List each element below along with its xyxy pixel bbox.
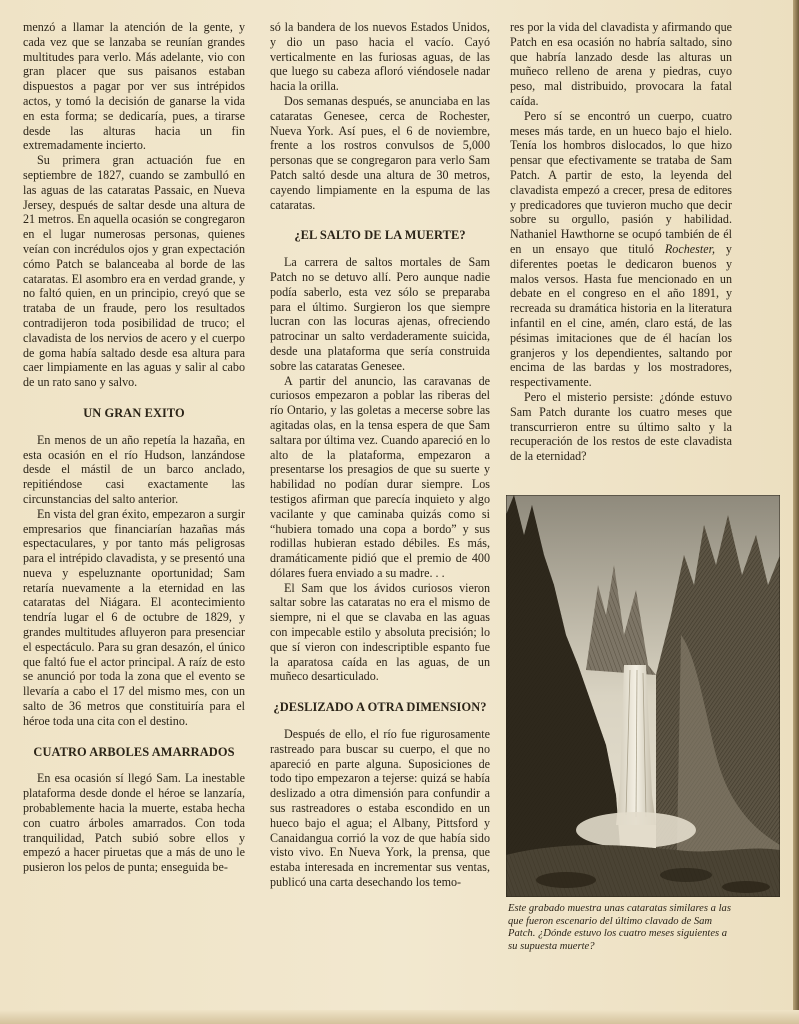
section-heading: ¿EL SALTO DE LA MUERTE?: [294, 228, 466, 243]
paragraph-text: Pero sí se encontró un cuerpo, cuatro meses más tarde, en un hueco bajo el hielo. Tenía los hombros dislocados, lo que hizo pensar que efectivamente se trataba de Sam Patch. A partir de esto, la leyenda del clavadista empezó a crecer, presa de editores y predicadores que tuvieron mucho que decir sobre su orgullo, pasión y habilidad. Nathaniel Hawthorne se ocupó también de él en un ensayo que tituló: [510, 108, 732, 256]
page-edge-bottom: [0, 1010, 799, 1024]
paragraph: res por la vida del clavadista y afirmando que Patch en esa ocasión no habría saltado, sino que habría lanzado desde las alturas un muñeco relleno de arena y piedras, cuyo peso, mal distribuido, provocara la fatal caída.: [510, 20, 732, 108]
paragraph: Dos semanas después, se anunciaba en las cataratas Genesee, cerca de Rochester, Nueva York. Así pues, el 6 de noviembre, frente a los rostros convulsos de 5,000 personas que se congregaron para verlo Sam Patch saltó desde una altura de 30 metros, cayendo limpiamente en la espuma de las cataratas.: [270, 93, 490, 212]
paragraph: A partir del anuncio, las caravanas de curiosos empezaron a poblar las riberas del río Ontario, y las goletas a mecerse sobre las agitadas olas, en la tensa espera de que Sam saltara por última vez. Cuando apareció en lo alto de la plataforma, empezaron a presentarse los presagios de que su suerte y habilidad no podían durar siempre. Los testigos afirman que parecía inquieto y algo vacilante y que caminaba quizás como si “hubiera tomado una copa a bordo” y sus rodillas hubieran estado débiles. Es más, dramáticamente pidió que el premio de 400 dólares fuera enviado a su madre. . .: [270, 373, 490, 580]
waterfall-engraving: [506, 495, 780, 897]
text-column-1: [23, 20, 245, 875]
paragraph: Su primera gran actuación fue en septiembre de 1827, cuando se zambulló en las aguas de las cataratas Passaic, en Nueva Jersey, después de saltar desde una altura de 21 metros. En aquella ocasión se congregaron en el lugar numerosas personas, quienes veían con incrédulos ojos y gran expectación cómo Patch se balanceaba al borde de las cataratas. El asombro era en verdad grande, y no faltó quien, en un principio, creyó que se trataba de un fraude, pero los resultados contradijeron toda posibilidad de truco; el clavadista de los nervios de acero y el cuerpo de goma había saltado desde esa altura para caer limpiamente en las aguas y salir al cabo de un rato sano y salvo.: [23, 153, 245, 390]
paragraph: La carrera de saltos mortales de Sam Patch no se detuvo allí. Pero aunque nadie podía saberlo, esta vez sólo se preparaba para el último. Surgieron los que siempre lucran con las locuras ajenas, ofreciendo patrocinar un salto verdaderamente suicida, desde una plataforma que sería construida sobre las cataratas Genesee.: [270, 255, 490, 373]
essay-title: Rochester,: [664, 241, 715, 256]
paragraph: Pero el misterio persiste: ¿dónde estuvo Sam Patch durante los cuatro meses que transcurrieron entre su último salto y la recuperación de los restos de este clavadista de la eternidad?: [510, 389, 732, 464]
paragraph: só la bandera de los nuevos Estados Unidos, y dio un paso hacia el vacío. Cayó verticalmente en las furiosas aguas, de las que luego su cabeza afloró viéndosele nadar hacia la orilla.: [270, 20, 490, 94]
engraving-illustration: [506, 495, 780, 897]
section-heading: ¿DESLIZADO A OTRA DIMENSION?: [273, 700, 487, 715]
text-column-3: [510, 20, 732, 464]
section-heading: UN GRAN EXITO: [83, 405, 185, 420]
paragraph: Después de ello, el río fue rigurosamente rastreado para buscar su cuerpo, el que no apareció en parte alguna. Suposiciones de todo tipo empezaron a tejerse: quizá se había deslizado a otra dimensión para confundir a sus rastreadores o estaba escondido en un hueco bajo el agua; el Albany, Pittsford y Canaidangua corrió la voz de que había sido visto vivo. En Nueva York, la prensa, que estaba interesada en incrementar sus ventas, publicó una carta desechando los temo-: [270, 727, 490, 890]
figure-caption: Este grabado muestra unas cataratas similares a las que fueron escenario del último clavado de Sam Patch. ¿Dónde estuvo los cuatro meses siguientes a su supuesta muerte?: [508, 903, 731, 952]
page-edge-right: [793, 0, 799, 1024]
paragraph-text: y diferentes poetas le dedicaron buenos y malos versos. Hasta fue mencionado en un debate en el congreso en el año 1891, y recreada su dramática historia en la literatura infantil en el cine, amén, claro está, de las pésimas imitaciones que de él hacían los granjeros y los dependientes, saltando por encima de las bardas y los mostradores, respectivamente.: [510, 241, 732, 390]
paragraph: [510, 109, 732, 390]
section-heading: CUATRO ARBOLES AMARRADOS: [33, 744, 235, 759]
paragraph: En esa ocasión sí llegó Sam. La inestable plataforma desde donde el héroe se lanzaría, probablemente hacia la muerte, estaba hecha con cuatro árboles amarrados. Con toda tranquilidad, Patch subió sobre ellos y empezó a hacer piruetas que a más de uno le pusieron los pelos de punta; enseguida be-: [23, 771, 245, 875]
paragraph: menzó a llamar la atención de la gente, y cada vez que se lanzaba se reunían grandes multitudes para verlo. Más adelante, vio con gran placer que sus paisanos estaban dispuestos a pagar por ver sus intrépidos actos, y tomó la decisión de ganarse la vida en esta forma; se dedicaría, pues, a tirarse desde las alturas hacia un fin extremadamente incierto.: [23, 20, 245, 153]
paragraph: En menos de un año repetía la hazaña, en esta ocasión en el río Hudson, lanzándose desde el mástil de un barco anclado, repitiéndose casi exactamente las circunstancias del salto anterior.: [23, 432, 245, 506]
mist: [576, 812, 696, 848]
paragraph: En vista del gran éxito, empezaron a surgir empresarios que financiarían hazañas más espectaculares, y por tanto más peligrosas para el intrépido clavadista, y se presentó una nueva y espeluznante oportunidad; Sam retaría nuevamente a la eternidad en las cataratas del Niágara. El acontecimiento tendría lugar el 6 de octubre de 1829, y grandes multitudes afluyeron para presenciar el espectáculo. Para su gran desazón, el único que faltó fue el actor principal. A raíz de esto se anunció por toda la zona que el evento se llevaría a cabo el 17 del mismo mes, con un salto de 36 metros que constituiría para el héroe toda una cita con el destino.: [23, 506, 245, 728]
paragraph: El Sam que los ávidos curiosos vieron saltar sobre las cataratas no era el mismo de siempre, ni el que se clavaba en las aguas con impecable estilo y absoluta precisión; lo que sí vieron con indescriptible espanto fue la aparatosa caída en las aguas, de un muñeco desarticulado.: [270, 580, 490, 684]
text-column-2: [270, 20, 490, 890]
